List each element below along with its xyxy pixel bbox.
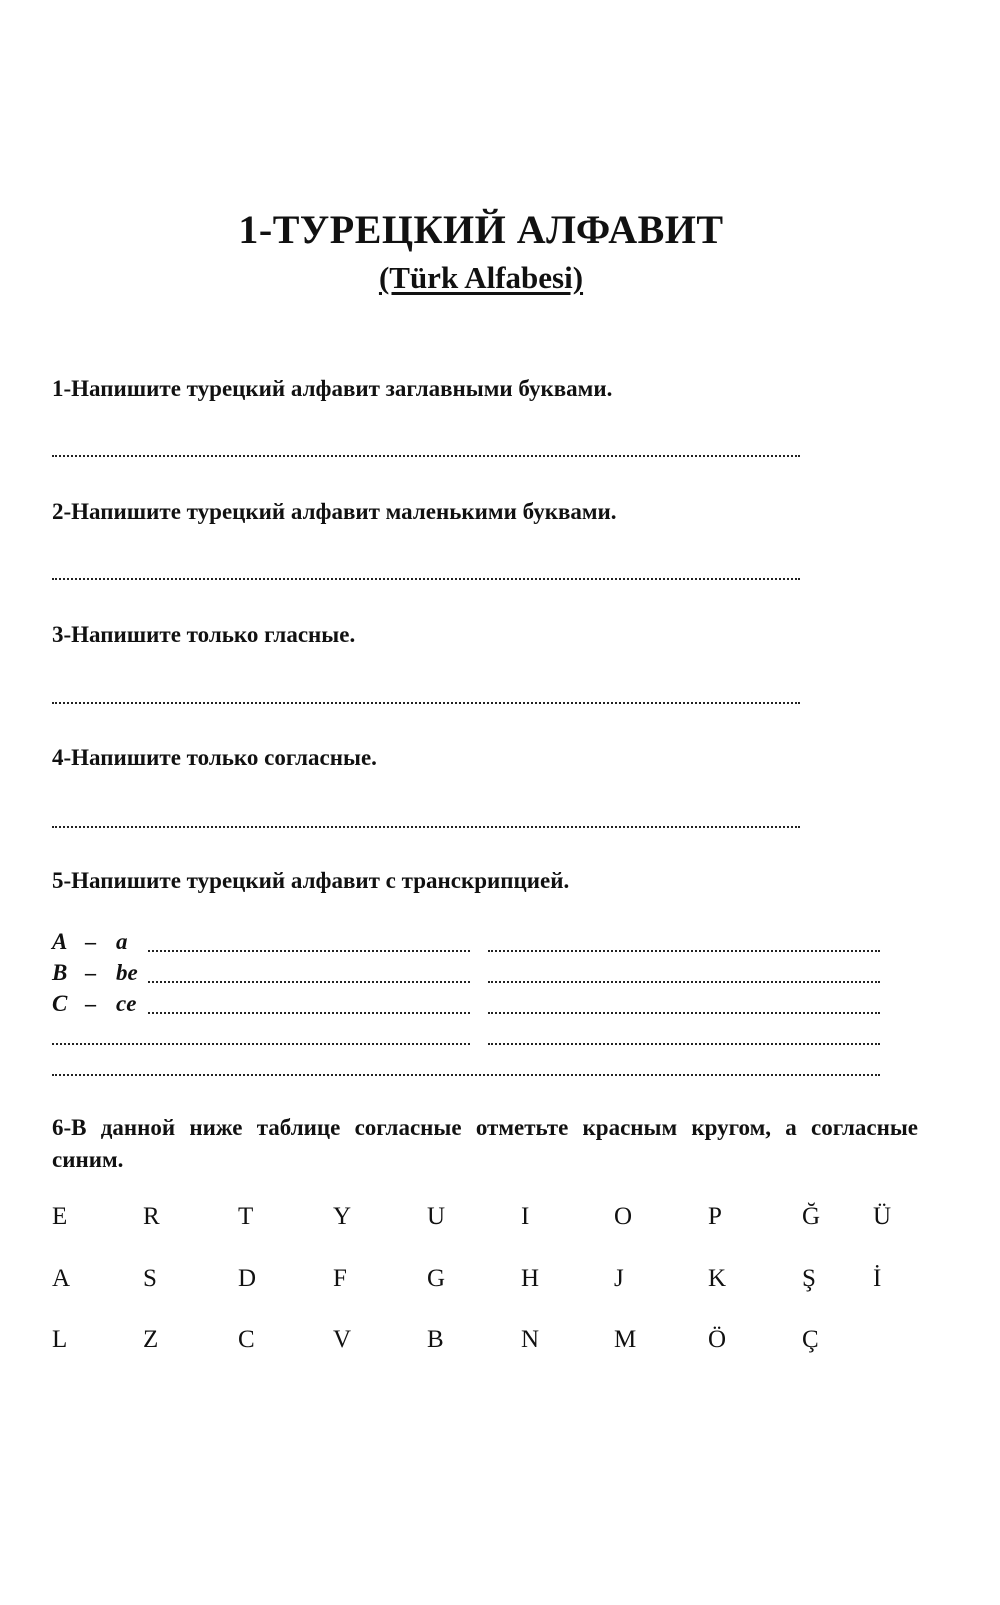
letter-cell[interactable]: Y (333, 1203, 352, 1230)
transcription-row (52, 960, 832, 990)
letter-cell[interactable]: K (708, 1265, 727, 1292)
transcription-answer-line[interactable] (148, 950, 470, 952)
letter-cell[interactable]: M (614, 1326, 637, 1353)
letter-cell[interactable]: L (52, 1326, 68, 1353)
letter-cell[interactable]: V (333, 1326, 352, 1353)
letter-cell[interactable]: D (238, 1265, 257, 1292)
letter-cell[interactable]: H (521, 1265, 540, 1292)
transcription-answer-line-full[interactable] (52, 1074, 880, 1076)
letter-cell[interactable]: O (614, 1203, 633, 1230)
transcription-answer-line-2[interactable] (488, 981, 880, 983)
task-4: 4-Напишите только согласные. (52, 745, 377, 770)
letter-cell[interactable]: İ (873, 1265, 882, 1292)
task-2: 2-Напишите турецкий алфавит маленькими буквами. (52, 499, 617, 524)
letter-cell[interactable]: T (238, 1203, 254, 1230)
letter-cell[interactable]: N (521, 1326, 540, 1353)
letter-cell[interactable]: E (52, 1203, 68, 1230)
answer-line-2[interactable] (52, 578, 800, 580)
transcription-dash: – (85, 929, 96, 954)
transcription-name: ce (116, 991, 137, 1016)
transcription-name: a (116, 929, 128, 954)
transcription-row (52, 991, 832, 1021)
letter-grid-row (0, 1203, 1000, 1243)
task-5: 5-Напишите турецкий алфавит с транскрипцией. (52, 868, 570, 893)
letter-cell[interactable]: R (143, 1203, 160, 1230)
transcription-dash: – (85, 991, 96, 1016)
letter-cell[interactable]: A (52, 1265, 71, 1292)
transcription-answer-line[interactable] (148, 981, 470, 983)
letter-cell[interactable]: Z (143, 1326, 159, 1353)
letter-cell[interactable]: P (708, 1203, 722, 1230)
letter-cell[interactable]: G (427, 1265, 446, 1292)
letter-cell[interactable]: Ç (802, 1326, 819, 1353)
letter-cell[interactable]: I (521, 1203, 530, 1230)
letter-cell[interactable]: J (614, 1265, 624, 1292)
page-subtitle: (Türk Alfabesi) (378, 260, 584, 295)
letter-cell[interactable]: B (427, 1326, 444, 1353)
transcription-answer-line-2[interactable] (488, 1043, 880, 1045)
transcription-letter: C (52, 991, 68, 1016)
task-6: 6-В данной ниже таблице согласные отметьте красным кругом, а согласные синим. (52, 1115, 918, 1172)
transcription-row (52, 929, 832, 959)
transcription-letter: A (52, 929, 68, 954)
task-1: 1-Напишите турецкий алфавит заглавными буквами. (52, 376, 613, 401)
transcription-answer-line-2[interactable] (488, 950, 880, 952)
transcription-blank-row (52, 1022, 832, 1052)
page-title: 1-ТУРЕЦКИЙ АЛФАВИТ (238, 207, 724, 252)
transcription-dash: – (85, 960, 96, 985)
answer-line-1[interactable] (52, 455, 800, 457)
task-3: 3-Напишите только гласные. (52, 622, 356, 647)
transcription-answer-line-2[interactable] (488, 1012, 880, 1014)
letter-cell[interactable]: Ğ (802, 1203, 821, 1230)
letter-cell[interactable]: C (238, 1326, 255, 1353)
letter-cell[interactable]: Ü (873, 1203, 892, 1230)
letter-grid-row (0, 1265, 1000, 1305)
transcription-answer-line[interactable] (148, 1012, 470, 1014)
transcription-blank-row (52, 1053, 832, 1083)
answer-line-4[interactable] (52, 826, 800, 828)
letter-grid-row (0, 1326, 1000, 1366)
letter-cell[interactable]: F (333, 1265, 347, 1292)
letter-cell[interactable]: Ş (802, 1265, 816, 1292)
letter-cell[interactable]: U (427, 1203, 446, 1230)
transcription-letter: B (52, 960, 68, 985)
transcription-answer-line[interactable] (52, 1043, 470, 1045)
answer-line-3[interactable] (52, 702, 800, 704)
letter-cell[interactable]: S (143, 1265, 157, 1292)
transcription-name: be (116, 960, 138, 985)
letter-cell[interactable]: Ö (708, 1326, 727, 1353)
